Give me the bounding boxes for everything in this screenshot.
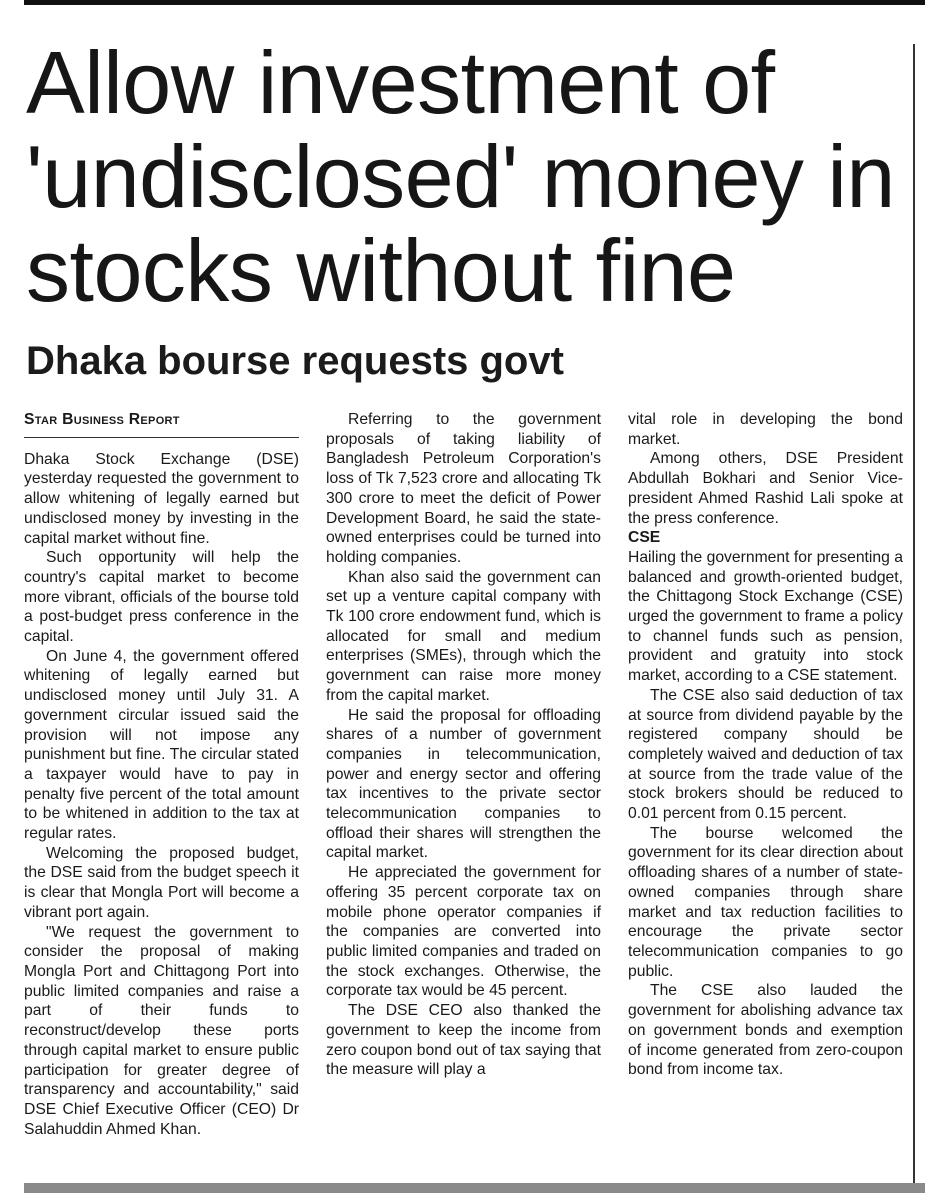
- paragraph: Among others, DSE President Abdullah Bokhari and Senior Vice-president Ahmed Rashid Lali spoke at the press conference.: [628, 450, 903, 527]
- paragraph: The CSE also lauded the government for abolishing advance tax on government bonds and exemption of income generated from zero-coupon bond from income tax.: [628, 982, 903, 1079]
- paragraph: Welcoming the proposed budget, the DSE said from the budget speech it is clear that Mongla Port will become a vibrant port again.: [24, 844, 299, 921]
- paragraph: Dhaka Stock Exchange (DSE) yesterday requested the government to allow whitening of legally earned but undisclosed money by investing in the capital market without fine.: [24, 450, 299, 547]
- column-3: [628, 410, 903, 1080]
- top-rule: [24, 0, 925, 5]
- bottom-rule: [24, 1183, 925, 1193]
- paragraph: The bourse welcomed the government for its clear direction about offloading shares of a number of state-owned companies through share market and tax reduction facilities to encourage the private sector telecommunication companies to go public.: [628, 824, 903, 980]
- byline: Star Business Report: [24, 410, 299, 438]
- deck-subheadline: Dhaka bourse requests govt: [26, 339, 564, 383]
- paragraph: Khan also said the government can set up a venture capital company with Tk 100 crore endowment fund, which is allocated for small and medium enterprises (SMEs), through which the government can raise more money from the capital market.: [326, 568, 601, 704]
- paragraph: On June 4, the government offered whitening of legally earned but undisclosed money until July 31. A government circular issued said the provision will not impose any punishment but fine. The circular stated a taxpayer would have to pay in penalty five percent of the total amount to be whitened in addition to the tax at regular rates.: [24, 647, 299, 843]
- column-1: [24, 410, 299, 1139]
- paragraph: The CSE also said deduction of tax at source from dividend payable by the registered company should be completely waived and deduction of tax at source from the trade value of the stock brokers should be reduced to 0.01 percent from 0.15 percent.: [628, 686, 903, 823]
- paragraph: Hailing the government for presenting a balanced and growth-oriented budget, the Chittagong Stock Exchange (CSE) urged the government to frame a policy to channel funds such as pension, provident and gratuity into stock market, according to a CSE statement.: [628, 548, 903, 685]
- paragraph: He appreciated the government for offering 35 percent corporate tax on mobile phone operator companies if the companies are converted into public limited companies and traded on the stock exchanges. Otherwise, the corporate tax would be 45 percent.: [326, 864, 601, 1000]
- paragraph: He said the proposal for offloading shares of a number of government companies in telecommunication, power and energy sector and offering tax incentives to the private sector telecommunication companies to offload their shares will strengthen the capital market.: [326, 706, 601, 862]
- paragraph: Referring to the government proposals of taking liability of Bangladesh Petroleum Corporation's loss of Tk 7,523 crore and allocating Tk 300 crore to meet the deficit of Power Development Board, he said the state-owned enterprises could be turned into holding companies.: [326, 411, 601, 566]
- paragraph: The DSE CEO also thanked the government to keep the income from zero coupon bond out of tax saying that the measure will play a: [326, 1002, 601, 1079]
- paragraph-continued: vital role in developing the bond market.: [628, 411, 903, 448]
- headline: Allow investment of 'undisclosed' money in stocks without fine: [26, 33, 895, 320]
- section-subhead: CSE: [628, 529, 661, 547]
- paragraph: Such opportunity will help the country's capital market to become more vibrant, officials of the bourse told a post-budget press conference in the capital.: [24, 549, 299, 646]
- column-2: [326, 410, 601, 1080]
- column-rule: [913, 44, 915, 1189]
- paragraph: "We request the government to consider the proposal of making Mongla Port and Chittagong Port into public limited companies and raise a part of their funds to reconstruct/develop these ports through capital market to ensure public participation for greater degree of transparency and accountability," said DSE Chief Executive Officer (CEO) Dr Salahuddin Ahmed Khan.: [24, 923, 299, 1138]
